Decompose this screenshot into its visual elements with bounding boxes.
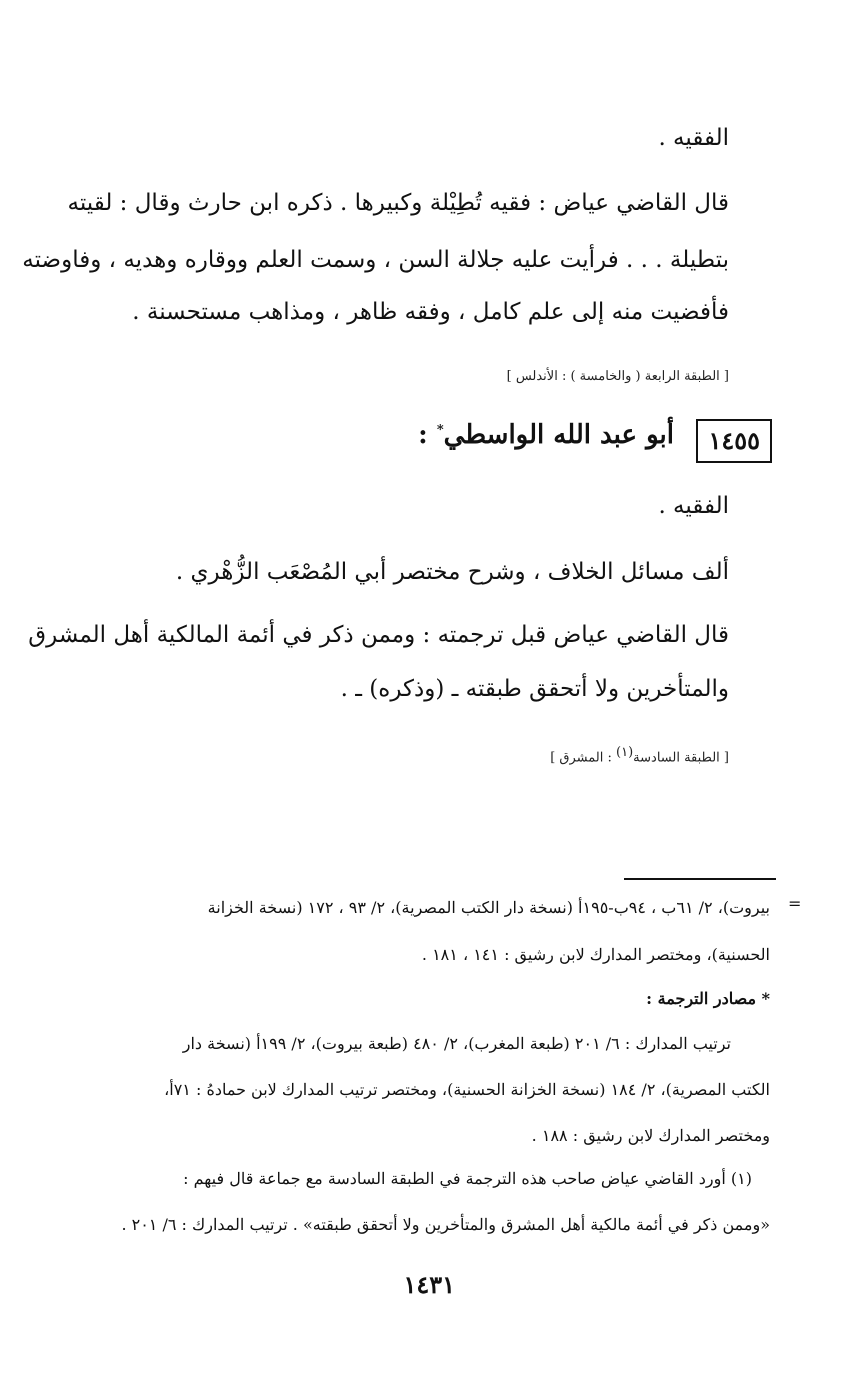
footnote-line: ومختصر المدارك لابن رشيق : ١٨٨ . [531, 1126, 770, 1145]
page-number: ١٤٣١ [403, 1270, 455, 1299]
footnote-line: بيروت)، ٢/ ٦١ب ، ٩٤ب-١٩٥أ (نسخة دار الكتب المصرية)، ٢/ ٩٣ ، ١٧٢ (نسخة الخزانة [207, 898, 770, 917]
continuation-marker: = [788, 894, 802, 913]
footnote-ref: (١) [616, 745, 634, 760]
footnote-line: الحسنية)، ومختصر المدارك لابن رشيق : ١٤١ ، ١٨١ . [421, 945, 770, 964]
entry-number-box [696, 419, 772, 463]
jurist-title: الفقيه . [658, 125, 729, 151]
paragraph-line: قال القاضي عياض : فقيه تُطِيْلة وكبيرها . ذكره ابن حارث وقال : لقيته [67, 190, 729, 216]
classification-text: [ الطبقة السادسة [633, 750, 729, 766]
sources-heading: * مصادر الترجمة : [646, 989, 770, 1008]
entry-name: أبو عبد الله الواسطي [443, 420, 674, 450]
classification-label: [ الطبقة الرابعة ( والخامسة ) : الأندلس ] [506, 369, 729, 384]
footnote-line: (١) أورد القاضي عياض صاحب هذه الترجمة في الطبقة السادسة مع جماعة قال فيهم : [183, 1169, 752, 1188]
paragraph-line: قال القاضي عياض قبل ترجمته : وممن ذكر في أئمة المالكية أهل المشرق [28, 622, 729, 648]
classification-label [550, 745, 729, 765]
paragraph-line: والمتأخرين ولا أتحقق طبقته ـ (وذكره) ـ . [340, 676, 729, 702]
footnote-asterisk: * [436, 422, 444, 438]
entry-works: ألف مسائل الخلاف ، وشرح مختصر أبي المُصْعَب الزُّهْري . [175, 559, 729, 585]
footnote-line: الكتب المصرية)، ٢/ ١٨٤ (نسخة الخزانة الحسنية)، ومختصر ترتيب المدارك لابن حمادهُ : ٧١أ، [164, 1080, 770, 1099]
entry-heading [418, 420, 674, 450]
paragraph-line: بتطيلة . . . فرأيت عليه جلالة السن ، وسمت العلم ووقاره وهديه ، وفاوضته [22, 247, 729, 273]
classification-text: : المشرق ] [550, 750, 612, 766]
entry-number: ١٤٥٥ [708, 426, 760, 455]
paragraph-line: فأفضيت منه إلى علم كامل ، وفقه ظاهر ، ومذاهب مستحسنة . [132, 299, 729, 325]
entry-title: الفقيه . [658, 493, 729, 519]
footnote-separator [624, 878, 776, 880]
footnote-line: «وممن ذكر في أئمة مالكية أهل المشرق والمتأخرين ولا أتحقق طبقته» . ترتيب المدارك : ٦/ ٢٠١ . [121, 1215, 770, 1234]
footnote-line: ترتيب المدارك : ٦/ ٢٠١ (طبعة المغرب)، ٢/ ٤٨٠ (طبعة بيروت)، ٢/ ١٩٩أ (نسخة دار [182, 1034, 731, 1053]
heading-colon: : [418, 420, 428, 450]
